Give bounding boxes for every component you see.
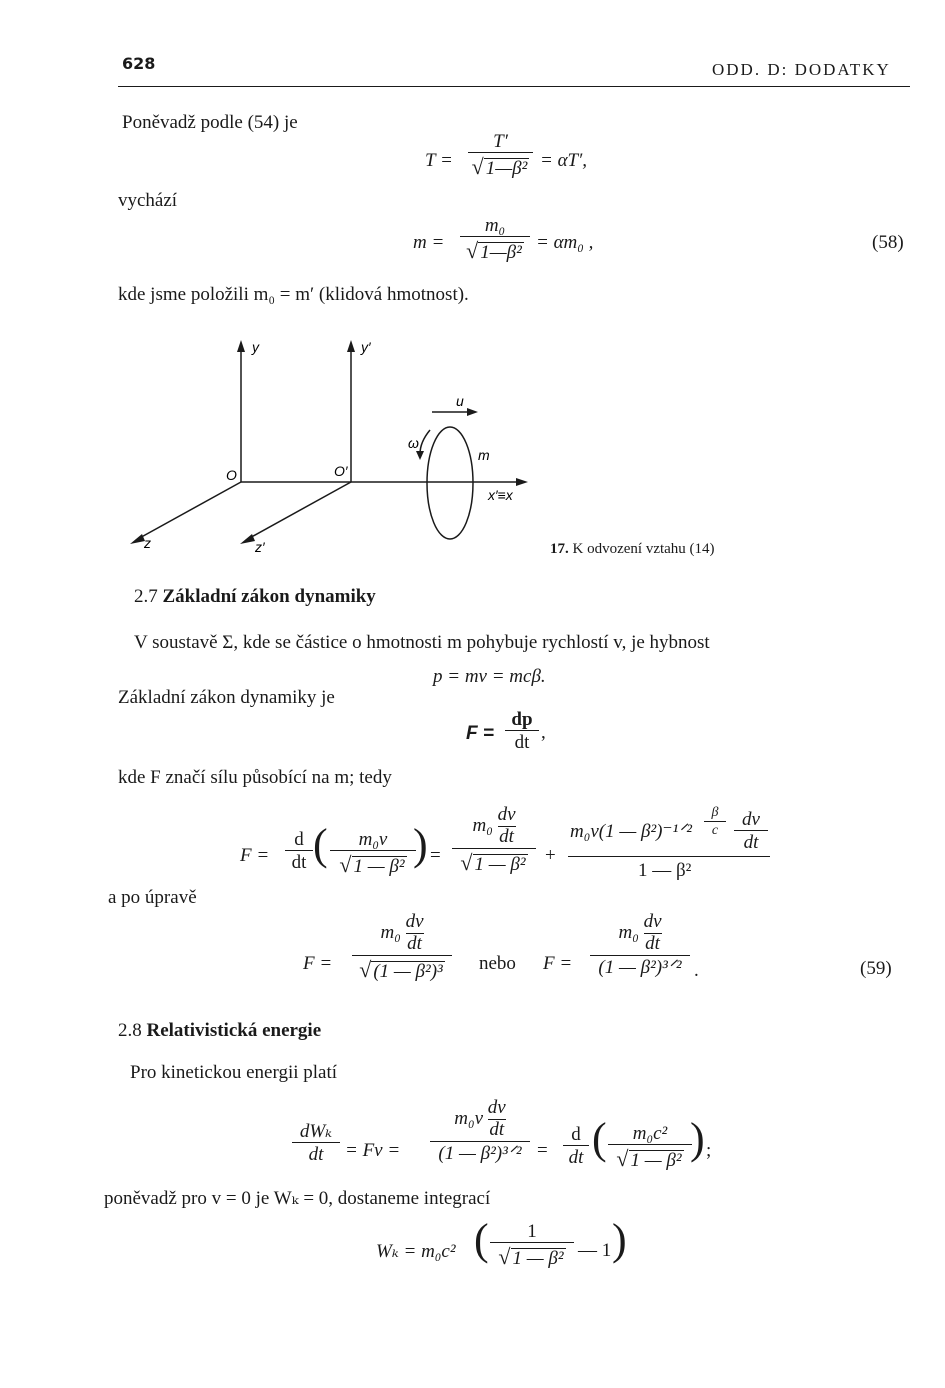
eq-w-frac2: $\frac{\text{m₀c²}}{\text{√ 1 — β²}}$	[608, 1124, 692, 1171]
section-heading-2-8	[118, 1020, 321, 1042]
eq58-den: 1—β²	[480, 241, 522, 263]
running-title: ODD. D: DODATKY	[712, 60, 891, 79]
figure-caption-text: K odvození vztahu (14)	[572, 541, 715, 557]
eq-w-frac: m₀v $\frac{dv}{dt}$ (1 — β²)³ᐟ²	[430, 1098, 530, 1164]
paragraph-vychazi: vychází	[118, 190, 178, 211]
label-y: y	[252, 339, 259, 355]
paren-close-w: )	[690, 1114, 705, 1163]
paragraph-law: Základní zákon dynamiky je	[118, 687, 335, 708]
eq-f-num: dp	[511, 709, 533, 730]
eq-w-eq2: =	[537, 1140, 548, 1161]
eq-w-semicolon: ;	[706, 1140, 712, 1161]
omega-arrowhead	[416, 451, 424, 460]
eq-t-num: T′	[493, 131, 508, 152]
section-number: 2.7	[134, 586, 158, 607]
eq-wk-lhs: Wₖ = m₀c²	[376, 1241, 456, 1262]
eq-fexp-lhs: F =	[240, 845, 270, 866]
page-number: 628	[122, 54, 156, 73]
eq-wk-minus: — 1	[578, 1240, 612, 1261]
section-title: Základní zákon dynamiky	[162, 586, 376, 607]
paragraph-integration: poněvadž pro v = 0 je Wₖ = 0, dostaneme integrací	[104, 1188, 491, 1209]
paren-close-1: )	[413, 820, 428, 869]
eq-fexp-beta-c: $\frac{\beta}{c}$	[704, 806, 726, 838]
eq-fexp-d-dt: $\frac{d}{dt}$	[285, 830, 313, 873]
eq58-num: m₀	[484, 215, 506, 236]
eq59-label: (59)	[860, 958, 892, 979]
label-x-equiv: x′≡x	[488, 487, 513, 503]
x-arrowhead	[516, 478, 528, 486]
header-rule	[118, 86, 910, 87]
eq59-frac2: m₀ $\frac{dv}{dt}$ (1 — β²)³ᐟ²	[590, 912, 690, 978]
section-title: Relativistická energie	[146, 1020, 322, 1041]
eq-f-fraction	[505, 710, 539, 753]
eq59-frac1: m₀ $\frac{dv}{dt}$ √ (1 — β²)³	[352, 912, 452, 982]
eq-fexp-dv-dt: $\frac{dv}{dt}$	[734, 810, 768, 853]
eq58-rhs: = αm₀ ,	[536, 232, 594, 253]
eq-fexp-num3: m₀v(1 — β²)⁻¹ᐟ²	[570, 821, 692, 842]
z-axis	[136, 482, 241, 540]
label-m: m	[478, 447, 490, 463]
eq59-lhs: F =	[303, 953, 333, 974]
label-omega: ω	[408, 435, 419, 451]
eq-w-dwk-dt: dWₖ dt	[292, 1122, 340, 1165]
paragraph-force: kde F značí sílu působící na m; tedy	[118, 767, 392, 788]
eq-fexp-frac3-bar	[568, 856, 770, 857]
label-z-prime: z′	[255, 539, 265, 555]
paren-close-wk: )	[612, 1215, 627, 1264]
eq-t-den: 1—β²	[485, 157, 528, 179]
eq-f-den: dt	[505, 730, 539, 753]
rotating-ring	[427, 427, 473, 539]
eq58-label: (58)	[872, 232, 904, 253]
eq-fexp-frac1: $\frac{\text{m₀v}}{\text{√ 1 — β²}}$	[330, 830, 416, 877]
eq-fexp-frac2: m₀ $\frac{dv}{dt}$ √ 1 — β²	[452, 805, 536, 875]
eq59-period: .	[694, 960, 699, 981]
figure-caption	[550, 541, 715, 558]
eq-t-rhs: = αT′,	[540, 150, 588, 171]
eq-wk-frac: $\frac{1}{\text{√ 1 — β²}}$	[490, 1222, 574, 1269]
paren-open-1: (	[313, 820, 328, 869]
eq58-fraction: $\frac{\text{m₀}}{\text{√ 1—β²}}$	[460, 216, 530, 263]
label-y-prime: y′	[361, 339, 371, 355]
figure-reference-frames	[120, 330, 580, 560]
omega-arc	[420, 430, 430, 454]
eq-f-comma: ,	[541, 722, 546, 743]
paragraph-momentum: V soustavě Σ, kde se částice o hmotnosti m pohybuje rychlostí v, je hybnost	[134, 632, 710, 653]
eq-fexp-equals: =	[430, 845, 441, 866]
paragraph-rest-mass: kde jsme položili m₀ = m′ (klidová hmotnost).	[118, 284, 469, 305]
label-o: O	[226, 467, 237, 483]
label-o-prime: O′	[334, 463, 348, 479]
eq58-lhs: m =	[413, 232, 445, 253]
paragraph-intro: Poněvadž podle (54) je	[122, 112, 298, 133]
z-prime-axis	[246, 482, 351, 540]
eq-fexp-den3: 1 — β²	[638, 860, 692, 881]
paragraph-upravě: a po úpravě	[108, 887, 197, 908]
eq-fexp-plus: +	[545, 845, 556, 866]
eq-momentum: p = mv = mcβ.	[433, 666, 546, 687]
eq-t-fraction: $\frac{T'}{\text{√ 1—β²}}$	[468, 132, 533, 179]
figure-caption-number: 17.	[550, 541, 569, 557]
eq59-nebo: nebo	[479, 953, 516, 974]
paren-open-w: (	[592, 1114, 607, 1163]
y-prime-arrowhead	[347, 340, 355, 352]
eq59-lhs2: F =	[543, 953, 573, 974]
paren-open-wk: (	[474, 1215, 489, 1264]
eq-t-lhs: T =	[425, 150, 453, 171]
label-z: z	[144, 535, 151, 551]
paragraph-kinetic: Pro kinetickou energii platí	[130, 1062, 338, 1083]
section-number: 2.8	[118, 1020, 142, 1041]
eq-f-lhs: F =	[466, 723, 494, 744]
section-heading-2-7	[134, 586, 376, 608]
eq-w-d-dt: $\frac{d}{dt}$	[563, 1125, 589, 1168]
velocity-arrowhead	[467, 408, 478, 416]
y-arrowhead	[237, 340, 245, 352]
label-u: u	[456, 393, 464, 409]
eq-w-eq1: = Fv =	[345, 1140, 401, 1161]
